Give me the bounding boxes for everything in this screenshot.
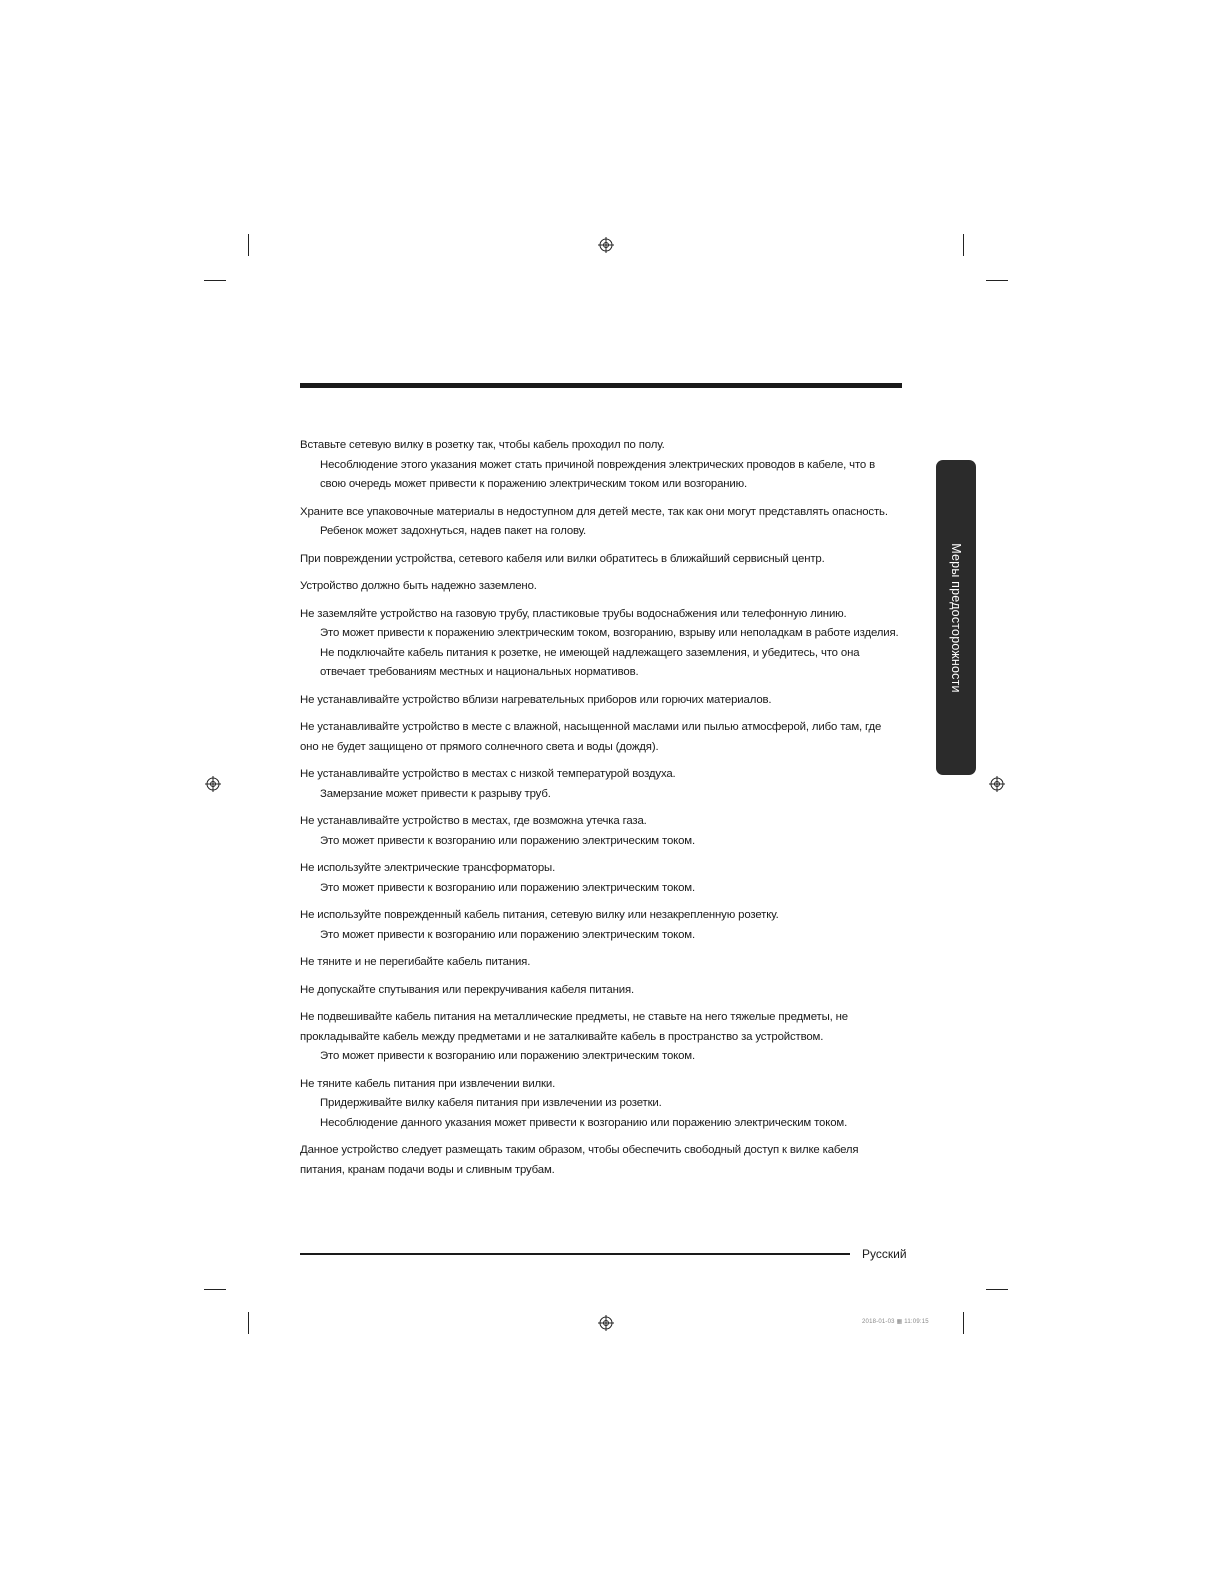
instruction-detail: Несоблюдение данного указания может привести к возгоранию или поражению электрическим током. bbox=[320, 1116, 848, 1129]
instruction-text: Не тяните кабель питания при извлечении вилки. bbox=[300, 1077, 556, 1090]
instruction-detail: Не подключайте кабель питания к розетке, не имеющей надлежащего заземления, и убедитесь, что она отвечает требованиям местных и национальных нормативов. bbox=[320, 646, 860, 678]
crop-mark bbox=[204, 280, 226, 281]
instruction-detail: Это может привести к поражению электрическим током, возгоранию, взрыву или неполадкам в работе изделия. bbox=[320, 627, 899, 639]
safety-instructions bbox=[300, 436, 900, 1188]
instruction-text: Не используйте поврежденный кабель питания, сетевую вилку или незакрепленную розетку. bbox=[300, 909, 779, 921]
crop-mark bbox=[963, 1312, 964, 1334]
crop-mark bbox=[248, 1312, 249, 1334]
print-stamp: 2018-01-03 ▦ 11:09:15 bbox=[862, 1319, 929, 1325]
crop-mark bbox=[204, 1289, 226, 1290]
registration-crosshair-icon bbox=[205, 776, 221, 792]
instruction-item bbox=[300, 906, 900, 945]
crop-mark bbox=[248, 234, 249, 256]
registration-crosshair-icon bbox=[598, 1315, 614, 1331]
instruction-text: Не устанавливайте устройство в местах, где возможна утечка газа. bbox=[300, 815, 647, 827]
instruction-item bbox=[300, 605, 900, 683]
instruction-item bbox=[300, 1008, 900, 1067]
instruction-text: Не устанавливайте устройство вблизи нагревательных приборов или горючих материалов. bbox=[300, 693, 772, 706]
instruction-item bbox=[300, 812, 900, 851]
instruction-text: Не подвешивайте кабель питания на металлические предметы, не ставьте на него тяжелые предметы, не прокладывайте кабель между предметами и не заталкивайте кабель в пространство за устройством. bbox=[300, 1011, 848, 1043]
instruction-text: Храните все упаковочные материалы в недоступном для детей месте, так как они могут представлять опасность. bbox=[300, 505, 888, 518]
instruction-item bbox=[300, 953, 900, 973]
footer-rule bbox=[300, 1253, 850, 1255]
instruction-item bbox=[300, 691, 900, 711]
registration-crosshair-icon bbox=[598, 237, 614, 253]
crop-mark bbox=[986, 1289, 1008, 1290]
instruction-item bbox=[300, 1075, 900, 1134]
instruction-text: При повреждении устройства, сетевого кабеля или вилки обратитесь в ближайший сервисный центр. bbox=[300, 552, 825, 565]
instruction-item bbox=[300, 1141, 900, 1180]
instruction-item bbox=[300, 765, 900, 804]
instruction-detail: Это может привести к возгоранию или поражению электрическим током. bbox=[320, 928, 695, 941]
instruction-detail: Замерзание может привести к разрыву труб. bbox=[320, 787, 551, 800]
footer-language: Русский bbox=[862, 1247, 907, 1261]
registration-crosshair-icon bbox=[989, 776, 1005, 792]
instruction-item bbox=[300, 550, 900, 570]
instruction-item bbox=[300, 503, 900, 542]
instruction-detail: Придерживайте вилку кабеля питания при извлечении из розетки. bbox=[320, 1097, 662, 1109]
instruction-item bbox=[300, 577, 900, 597]
instruction-item bbox=[300, 981, 900, 1001]
instruction-text: Не используйте электрические трансформаторы. bbox=[300, 862, 556, 874]
header-rule bbox=[300, 383, 902, 388]
instruction-detail: Несоблюдение этого указания может стать причиной повреждения электрических проводов в кабеле, что в свою очередь может привести к поражению электрическим током или возгоранию. bbox=[320, 458, 876, 490]
instruction-text: Вставьте сетевую вилку в розетку так, чтобы кабель проходил по полу. bbox=[300, 439, 665, 451]
instruction-text: Не заземляйте устройство на газовую трубу, пластиковые трубы водоснабжения или телефонную линию. bbox=[300, 607, 847, 620]
instruction-item bbox=[300, 859, 900, 898]
instruction-detail: Это может привести к возгоранию или поражению электрическим током. bbox=[320, 1050, 695, 1062]
instruction-text: Не устанавливайте устройство в месте с влажной, насыщенной маслами или пылью атмосферой, либо там, где оно не будет защищено от прямого солнечного света и воды (дождя). bbox=[300, 721, 882, 753]
instruction-detail: Ребенок может задохнуться, надев пакет на голову. bbox=[320, 525, 587, 537]
instruction-text: Не тяните и не перегибайте кабель питания. bbox=[300, 956, 531, 968]
section-tab-label: Меры предосторожности bbox=[949, 542, 963, 693]
instruction-item bbox=[300, 436, 900, 495]
instruction-text: Данное устройство следует размещать таким образом, чтобы обеспечить свободный доступ к вилке кабеля питания, кранам подачи воды и сливным трубам. bbox=[300, 1144, 859, 1176]
crop-mark bbox=[963, 234, 964, 256]
crop-mark bbox=[986, 280, 1008, 281]
instruction-text: Не допускайте спутывания или перекручивания кабеля питания. bbox=[300, 983, 634, 996]
instruction-detail: Это может привести к возгоранию или поражению электрическим током. bbox=[320, 834, 695, 847]
instruction-text: Устройство должно быть надежно заземлено. bbox=[300, 580, 537, 592]
instruction-text: Не устанавливайте устройство в местах с низкой температурой воздуха. bbox=[300, 768, 676, 780]
section-tab bbox=[936, 460, 976, 775]
instruction-detail: Это может привести к возгоранию или поражению электрическим током. bbox=[320, 881, 695, 894]
instruction-item bbox=[300, 718, 900, 757]
